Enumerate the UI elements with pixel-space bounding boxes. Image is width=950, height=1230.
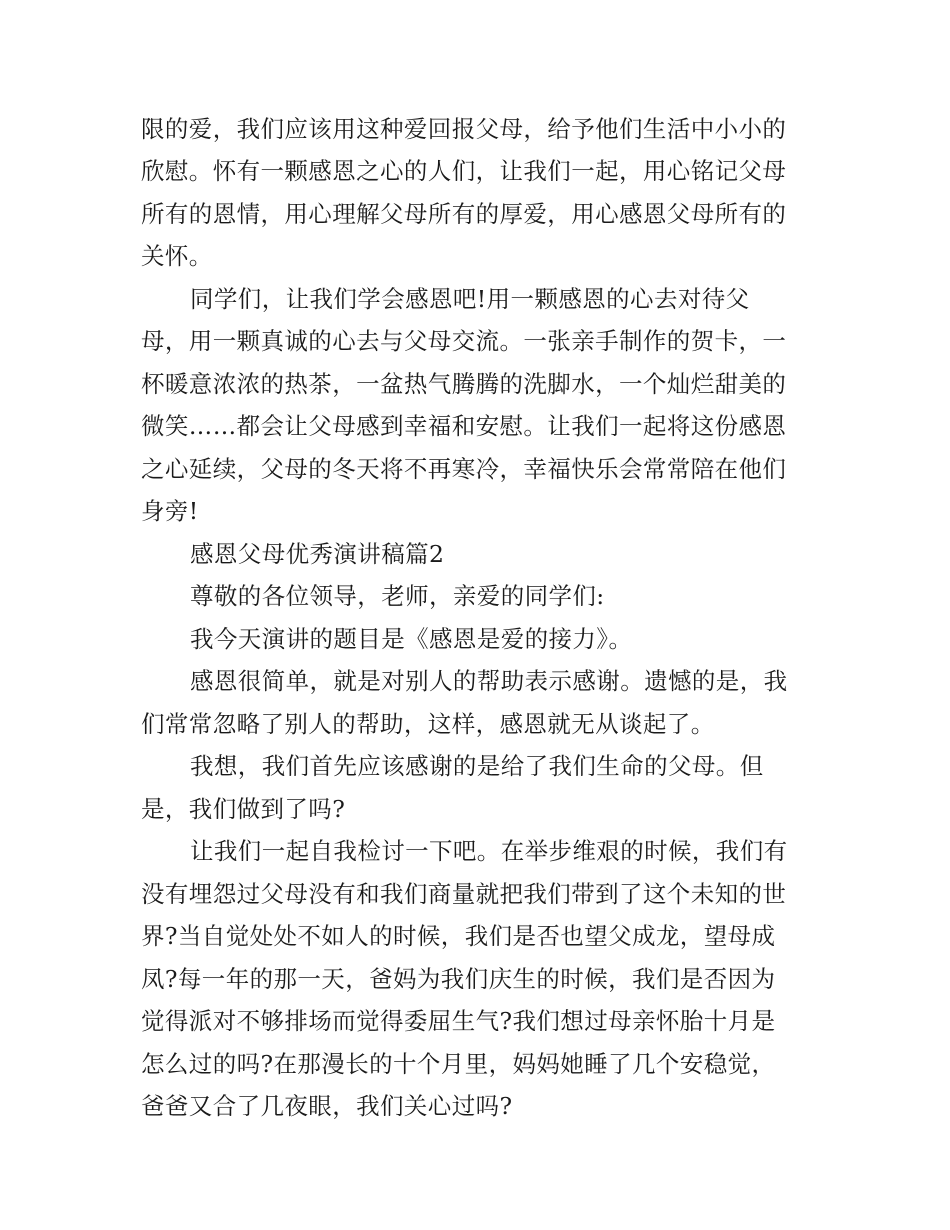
- text-line: 之心延续，父母的冬天将不再寒冷，幸福快乐会常常陪在他们: [141, 455, 787, 483]
- text-line: 杯暖意浓浓的热茶，一盆热气腾腾的洗脚水，一个灿烂甜美的: [141, 370, 787, 398]
- text-line: 们常常忽略了别人的帮助，这样，感恩就无从谈起了。: [141, 710, 715, 738]
- text-line: 身旁!: [141, 497, 199, 525]
- text-line: 我想，我们首先应该感谢的是给了我们生命的父母。但: [190, 752, 764, 780]
- text-line: 我今天演讲的题目是《感恩是爱的接力》。: [190, 625, 633, 653]
- text-line: 感恩很简单，就是对别人的帮助表示感谢。遗憾的是，我: [190, 667, 788, 695]
- text-line: 没有埋怨过父母没有和我们商量就把我们带到了这个未知的世: [141, 880, 787, 908]
- text-line: 觉得派对不够排场而觉得委屈生气?我们想过母亲怀胎十月是: [141, 1007, 776, 1035]
- text-line: 同学们，让我们学会感恩吧!用一颗感恩的心去对待父: [190, 285, 750, 313]
- salutation: 尊敬的各位领导，老师，亲爱的同学们:: [190, 582, 605, 610]
- text-line: 爸爸又合了几夜眼，我们关心过吗?: [141, 1092, 513, 1120]
- section-heading: 感恩父母优秀演讲稿篇2: [190, 540, 445, 568]
- text-line: 所有的恩情，用心理解父母所有的厚爱，用心感恩父母所有的: [141, 200, 787, 228]
- text-line: 微笑……都会让父母感到幸福和安慰。让我们一起将这份感恩: [141, 412, 787, 440]
- text-line: 凤?每一年的那一天，爸妈为我们庆生的时候，我们是否因为: [141, 965, 776, 993]
- text-line: 是，我们做到了吗?: [141, 795, 346, 823]
- text-line: 欣慰。怀有一颗感恩之心的人们，让我们一起，用心铭记父母: [141, 157, 787, 185]
- text-line: 限的爱，我们应该用这种爱回报父母，给予他们生活中小小的: [141, 115, 787, 143]
- text-line: 界?当自觉处处不如人的时候，我们是否也望父成龙，望母成: [141, 922, 776, 950]
- text-line: 怎么过的吗?在那漫长的十个月里，妈妈她睡了几个安稳觉，: [141, 1050, 776, 1078]
- text-line: 让我们一起自我检讨一下吧。在举步维艰的时候，我们有: [190, 837, 788, 865]
- text-line: 母，用一颗真诚的心去与父母交流。一张亲手制作的贺卡，一: [141, 327, 787, 355]
- text-line: 关怀。: [141, 242, 213, 270]
